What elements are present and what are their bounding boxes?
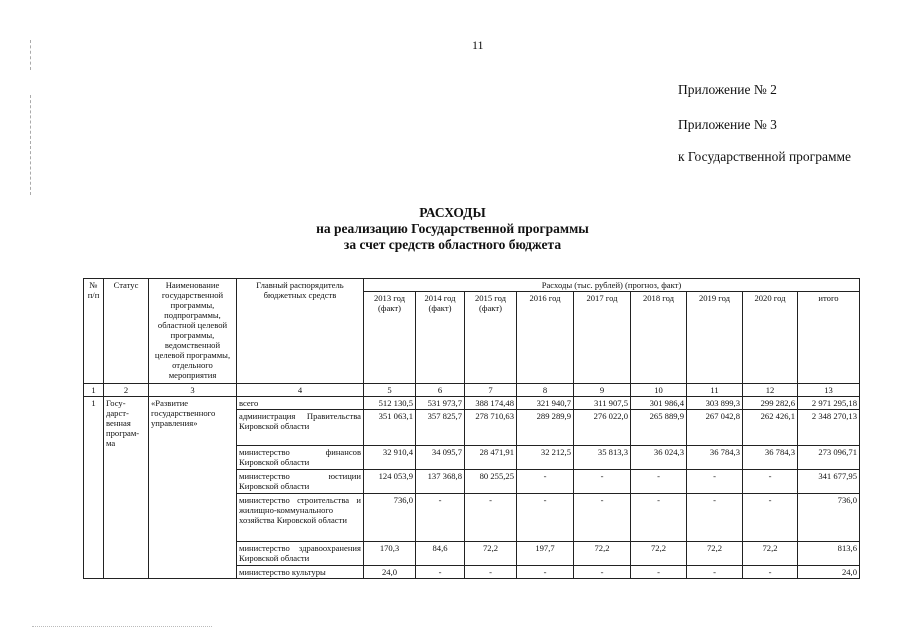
value-cell: - bbox=[574, 494, 631, 542]
value-cell: 36 024,3 bbox=[631, 446, 687, 470]
value-cell: - bbox=[631, 566, 687, 579]
col-number: 3 bbox=[149, 384, 237, 397]
col-number: 4 bbox=[237, 384, 364, 397]
header-num: № п/п bbox=[84, 279, 104, 384]
title-line-1: РАСХОДЫ bbox=[419, 205, 486, 220]
value-cell: 72,2 bbox=[687, 542, 743, 566]
header-year-2014: 2014 год (факт) bbox=[416, 292, 465, 384]
value-cell: 80 255,25 bbox=[465, 470, 517, 494]
appendix-line-2: Приложение № 3 bbox=[678, 117, 777, 132]
margin-mark-top bbox=[30, 40, 32, 70]
value-cell: - bbox=[465, 494, 517, 542]
program-name: «Развитие государственного управления» bbox=[149, 397, 237, 579]
col-number: 13 bbox=[798, 384, 860, 397]
value-cell: - bbox=[687, 566, 743, 579]
value-cell: 357 825,7 bbox=[416, 410, 465, 446]
document-title bbox=[0, 205, 905, 253]
total-cell: 24,0 bbox=[798, 566, 860, 579]
col-number: 6 bbox=[416, 384, 465, 397]
header-year-2020: 2020 год bbox=[743, 292, 798, 384]
value-cell: 72,2 bbox=[465, 542, 517, 566]
program-num: 1 bbox=[84, 397, 104, 579]
header-year-2017: 2017 год bbox=[574, 292, 631, 384]
scan-artifact bbox=[32, 626, 212, 627]
value-cell: 351 063,1 bbox=[364, 410, 416, 446]
value-cell: 321 940,7 bbox=[517, 397, 574, 410]
total-cell: 2 971 295,18 bbox=[798, 397, 860, 410]
header-expenses: Расходы (тыс. рублей) (прогноз, факт) bbox=[364, 279, 860, 292]
header-name: Наименование государственной программы, подпрограммы, областной целевой программы, ведомственной целевой программы, отдельного мероприятия bbox=[149, 279, 237, 384]
admin-cell: министерство финансов Кировской области bbox=[237, 446, 364, 470]
admin-cell: министерство строительства и жилищно-коммунального хозяйства Кировской области bbox=[237, 494, 364, 542]
value-cell: - bbox=[631, 494, 687, 542]
value-cell: - bbox=[465, 566, 517, 579]
total-cell: 736,0 bbox=[798, 494, 860, 542]
header-year-2016: 2016 год bbox=[517, 292, 574, 384]
col-number: 11 bbox=[687, 384, 743, 397]
total-cell: 341 677,95 bbox=[798, 470, 860, 494]
value-cell: 72,2 bbox=[574, 542, 631, 566]
col-number: 1 bbox=[84, 384, 104, 397]
header-year-2013: 2013 год (факт) bbox=[364, 292, 416, 384]
value-cell: 311 907,5 bbox=[574, 397, 631, 410]
value-cell: 124 053,9 bbox=[364, 470, 416, 494]
appendix-line-1: Приложение № 2 bbox=[678, 82, 777, 97]
title-line-2: на реализацию Государственной программы bbox=[316, 221, 589, 236]
total-cell: 813,6 bbox=[798, 542, 860, 566]
col-number: 12 bbox=[743, 384, 798, 397]
value-cell: 28 471,91 bbox=[465, 446, 517, 470]
total-cell: 273 096,71 bbox=[798, 446, 860, 470]
value-cell: 265 889,9 bbox=[631, 410, 687, 446]
value-cell: - bbox=[687, 470, 743, 494]
value-cell: 32 212,5 bbox=[517, 446, 574, 470]
col-number: 9 bbox=[574, 384, 631, 397]
value-cell: 303 899,3 bbox=[687, 397, 743, 410]
value-cell: - bbox=[687, 494, 743, 542]
col-number: 5 bbox=[364, 384, 416, 397]
value-cell: 736,0 bbox=[364, 494, 416, 542]
value-cell: - bbox=[517, 494, 574, 542]
margin-mark-middle bbox=[30, 95, 32, 195]
admin-cell: министерство юстиции Кировской области bbox=[237, 470, 364, 494]
total-cell: 2 348 270,13 bbox=[798, 410, 860, 446]
header-status: Статус bbox=[104, 279, 149, 384]
col-number: 2 bbox=[104, 384, 149, 397]
value-cell: 512 130,5 bbox=[364, 397, 416, 410]
admin-cell: всего bbox=[237, 397, 364, 410]
value-cell: 531 973,7 bbox=[416, 397, 465, 410]
value-cell: 72,2 bbox=[631, 542, 687, 566]
value-cell: 137 368,8 bbox=[416, 470, 465, 494]
value-cell: 35 813,3 bbox=[574, 446, 631, 470]
value-cell: - bbox=[743, 566, 798, 579]
table-row bbox=[84, 397, 860, 410]
header-admin: Главный распорядитель бюджетных средств bbox=[237, 279, 364, 384]
value-cell: 301 986,4 bbox=[631, 397, 687, 410]
value-cell: 34 095,7 bbox=[416, 446, 465, 470]
title-line-3: за счет средств областного бюджета bbox=[343, 237, 562, 252]
value-cell: - bbox=[743, 494, 798, 542]
admin-cell: министерство здравоохранения Кировской области bbox=[237, 542, 364, 566]
value-cell: - bbox=[574, 566, 631, 579]
page-number: 11 bbox=[472, 38, 484, 52]
value-cell: 262 426,1 bbox=[743, 410, 798, 446]
col-number: 10 bbox=[631, 384, 687, 397]
value-cell: - bbox=[416, 566, 465, 579]
program-status: Госу-дарст-венная програм-ма bbox=[104, 397, 149, 579]
admin-cell: администрация Правительства Кировской области bbox=[237, 410, 364, 446]
col-number: 8 bbox=[517, 384, 574, 397]
value-cell: 170,3 bbox=[364, 542, 416, 566]
value-cell: 299 282,6 bbox=[743, 397, 798, 410]
value-cell: 32 910,4 bbox=[364, 446, 416, 470]
header-year-2018: 2018 год bbox=[631, 292, 687, 384]
value-cell: - bbox=[743, 470, 798, 494]
value-cell: 278 710,63 bbox=[465, 410, 517, 446]
admin-cell: министерство культуры bbox=[237, 566, 364, 579]
header-year-2015: 2015 год (факт) bbox=[465, 292, 517, 384]
value-cell: 24,0 bbox=[364, 566, 416, 579]
appendix-line-3: к Государственной программе bbox=[678, 149, 852, 164]
value-cell: 197,7 bbox=[517, 542, 574, 566]
value-cell: - bbox=[574, 470, 631, 494]
value-cell: 36 784,3 bbox=[687, 446, 743, 470]
value-cell: 36 784,3 bbox=[743, 446, 798, 470]
value-cell: 276 022,0 bbox=[574, 410, 631, 446]
value-cell: - bbox=[517, 566, 574, 579]
value-cell: 388 174,48 bbox=[465, 397, 517, 410]
value-cell: 84,6 bbox=[416, 542, 465, 566]
value-cell: 72,2 bbox=[743, 542, 798, 566]
value-cell: - bbox=[517, 470, 574, 494]
value-cell: - bbox=[416, 494, 465, 542]
header-year-2019: 2019 год bbox=[687, 292, 743, 384]
expenses-table bbox=[83, 278, 860, 579]
col-number: 7 bbox=[465, 384, 517, 397]
value-cell: 267 042,8 bbox=[687, 410, 743, 446]
value-cell: - bbox=[631, 470, 687, 494]
value-cell: 289 289,9 bbox=[517, 410, 574, 446]
header-total: итого bbox=[798, 292, 860, 384]
